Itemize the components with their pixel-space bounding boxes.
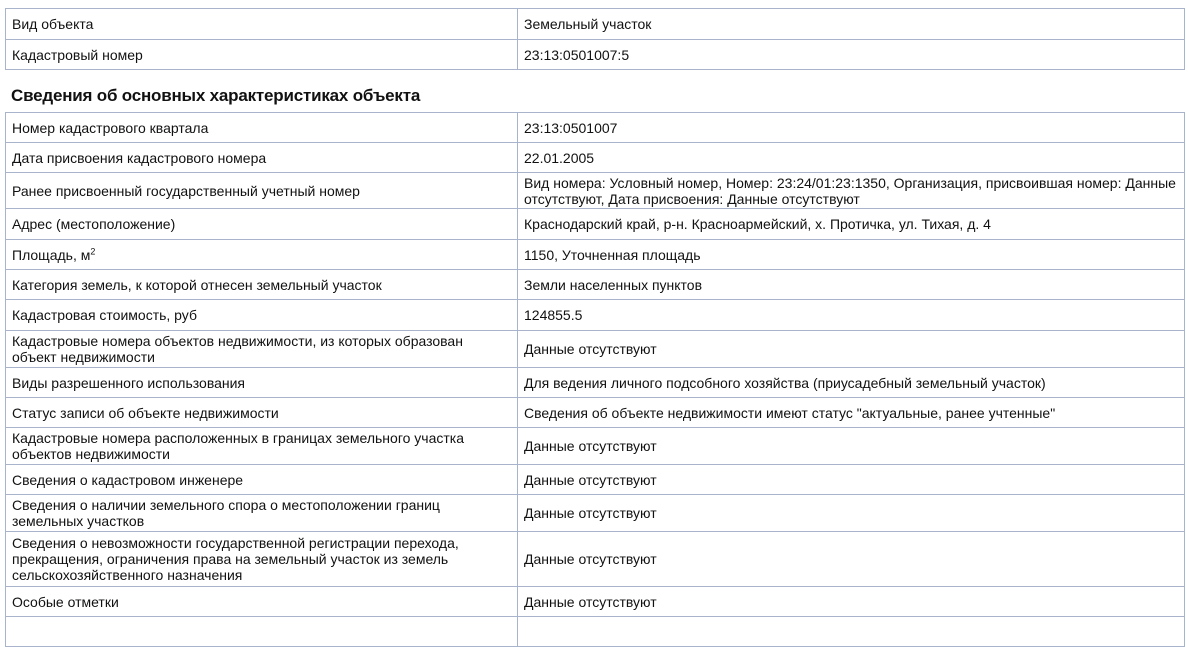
row-value: 124855.5	[518, 300, 1185, 331]
table-row	[6, 368, 1185, 398]
row-label: Вид объекта	[6, 9, 518, 40]
area-label-text: Площадь, м	[12, 246, 91, 263]
row-value: Данные отсутствуют	[518, 587, 1185, 617]
row-value: Краснодарский край, р-н. Красноармейский, х. Протичка, ул. Тихая, д. 4	[518, 209, 1185, 240]
table-row	[6, 270, 1185, 300]
row-value: Данные отсутствуют	[518, 428, 1185, 465]
row-label: Сведения о кадастровом инженере	[6, 465, 518, 495]
row-value: Данные отсутствуют	[518, 495, 1185, 532]
row-value: Земельный участок	[518, 9, 1185, 40]
row-value: Для ведения личного подсобного хозяйства (приусадебный земельный участок)	[518, 368, 1185, 398]
row-value: Данные отсутствуют	[518, 532, 1185, 587]
object-summary-table	[5, 8, 1185, 70]
table-row	[6, 398, 1185, 428]
characteristics-table	[5, 112, 1185, 647]
row-label: Статус записи об объекте недвижимости	[6, 398, 518, 428]
table-row	[6, 587, 1185, 617]
row-value: Данные отсутствуют	[518, 331, 1185, 368]
row-label: Кадастровые номера расположенных в границах земельного участка объектов недвижимости	[6, 428, 518, 465]
table-row	[6, 495, 1185, 532]
row-label: Особые отметки	[6, 587, 518, 617]
table-row	[6, 331, 1185, 368]
row-label: Сведения о невозможности государственной регистрации перехода, прекращения, ограничения права на земельный участок из земель сельскохозяйственного назначения	[6, 532, 518, 587]
row-value: 22.01.2005	[518, 143, 1185, 173]
table-row	[6, 209, 1185, 240]
table-row	[6, 428, 1185, 465]
row-label	[6, 617, 518, 647]
table-row	[6, 532, 1185, 587]
row-label: Сведения о наличии земельного спора о местоположении границ земельных участков	[6, 495, 518, 532]
row-label: Кадастровые номера объектов недвижимости, из которых образован объект недвижимости	[6, 331, 518, 368]
table-row	[6, 143, 1185, 173]
table-row	[6, 617, 1185, 647]
table-row	[6, 9, 1185, 40]
row-label: Виды разрешенного использования	[6, 368, 518, 398]
table-row	[6, 300, 1185, 331]
table-row	[6, 465, 1185, 495]
row-label: Кадастровая стоимость, руб	[6, 300, 518, 331]
row-label: Кадастровый номер	[6, 40, 518, 70]
table-row	[6, 173, 1185, 209]
section-title: Сведения об основных характеристиках объекта	[11, 86, 421, 105]
row-label: Ранее присвоенный государственный учетный номер	[6, 173, 518, 209]
row-value: Данные отсутствуют	[518, 465, 1185, 495]
row-label: Номер кадастрового квартала	[6, 113, 518, 143]
row-label: Категория земель, к которой отнесен земельный участок	[6, 270, 518, 300]
row-value: 23:13:0501007:5	[518, 40, 1185, 70]
row-value: Земли населенных пунктов	[518, 270, 1185, 300]
row-label	[6, 240, 518, 270]
table-row	[6, 113, 1185, 143]
row-value: 23:13:0501007	[518, 113, 1185, 143]
row-label: Адрес (местоположение)	[6, 209, 518, 240]
row-value	[518, 617, 1185, 647]
area-unit-superscript: 2	[90, 245, 96, 256]
row-value: Сведения об объекте недвижимости имеют статус "актуальные, ранее учтенные"	[518, 398, 1185, 428]
row-value: 1150, Уточненная площадь	[518, 240, 1185, 270]
table-row	[6, 240, 1185, 270]
row-value: Вид номера: Условный номер, Номер: 23:24/01:23:1350, Организация, присвоившая номер: Данные отсутствуют, Дата присвоения: Данные отсутствуют	[518, 173, 1185, 209]
table-row	[6, 40, 1185, 70]
row-label: Дата присвоения кадастрового номера	[6, 143, 518, 173]
